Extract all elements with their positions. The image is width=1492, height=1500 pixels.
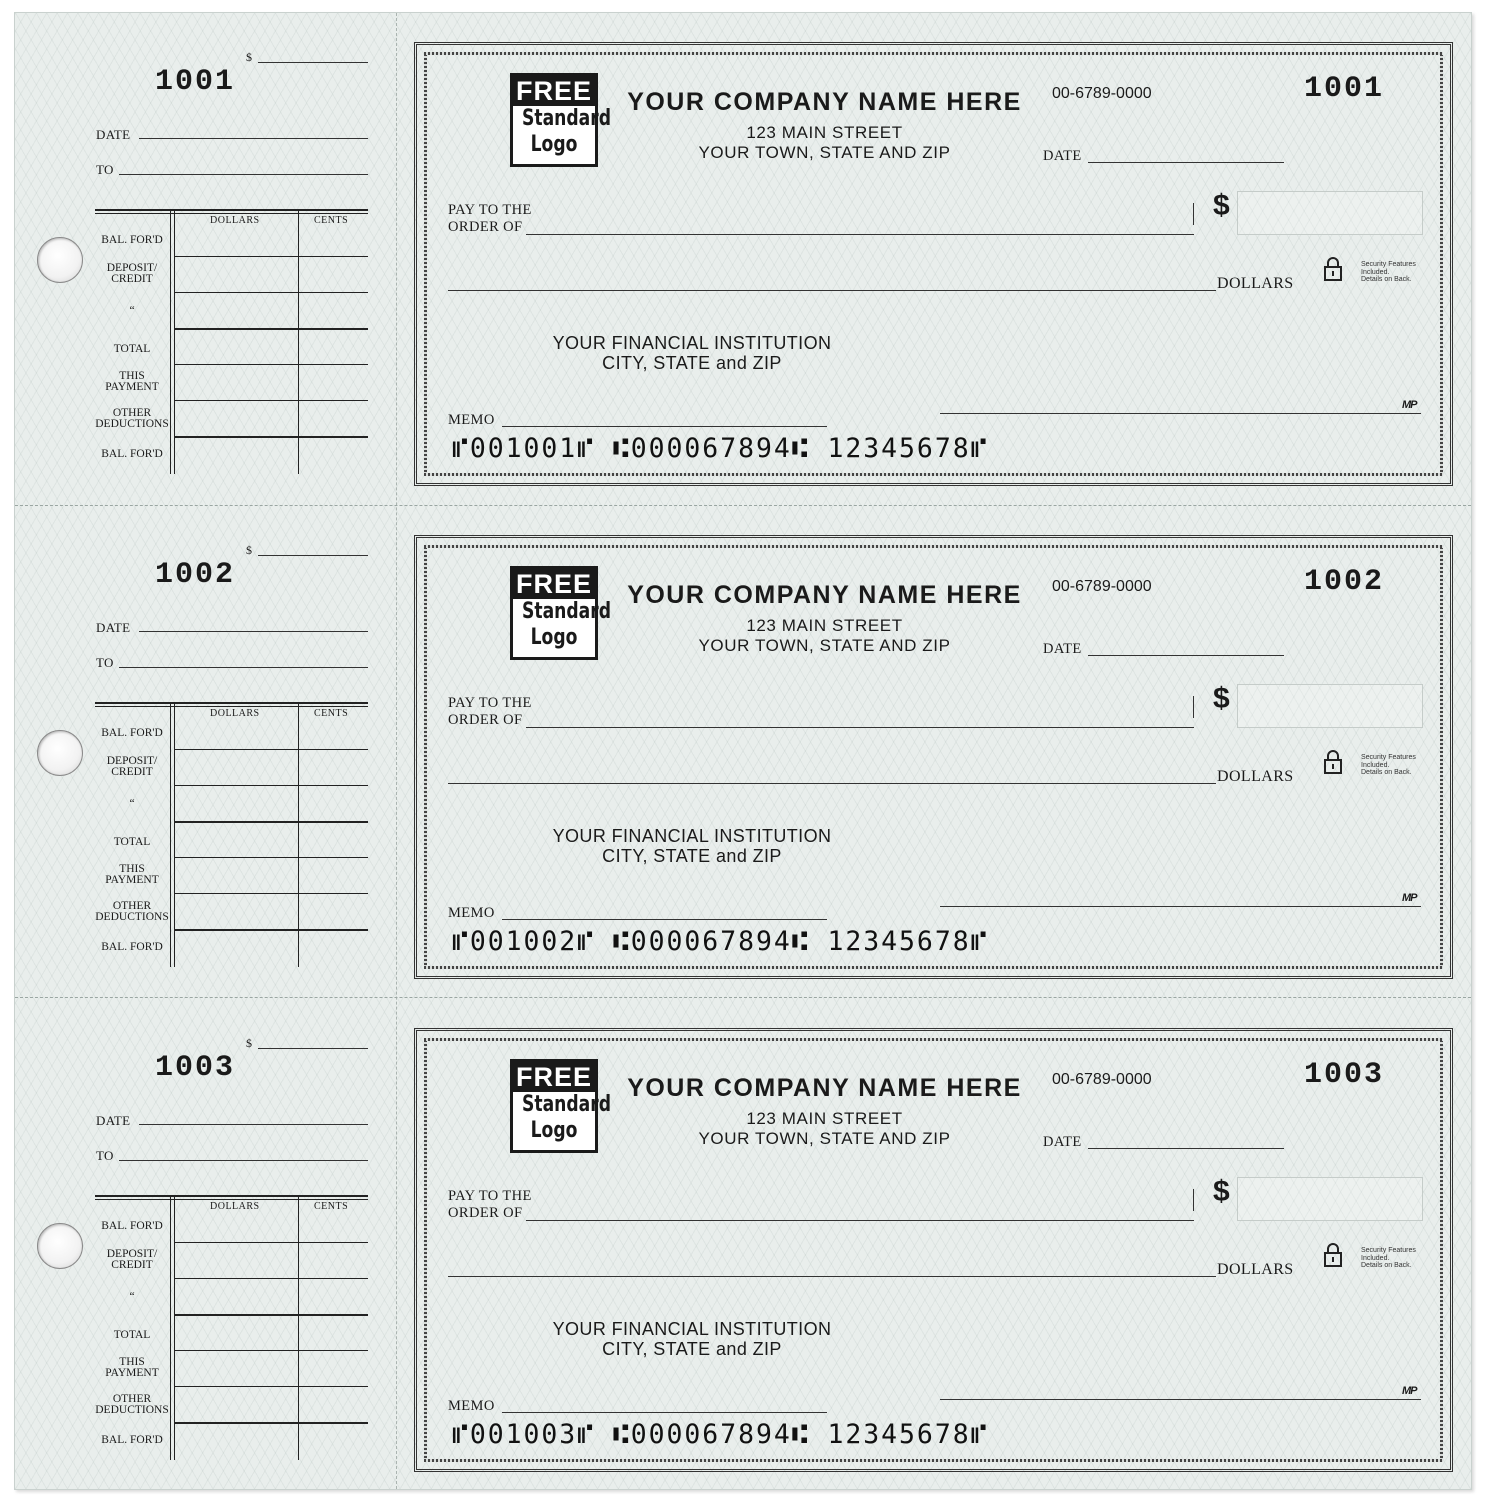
logo-free: FREE — [513, 569, 595, 599]
payee-line-end — [1193, 1189, 1194, 1211]
ledger-cents-header: CENTS — [314, 1201, 349, 1212]
bank-name: YOUR FINANCIAL INSTITUTION — [552, 333, 832, 353]
binder-hole — [37, 730, 83, 776]
bank-name: YOUR FINANCIAL INSTITUTION — [552, 826, 832, 846]
stub-date-label: DATE — [96, 620, 131, 635]
micr-line: ⑈001003⑈ ⑆000067894⑆ 12345678⑈ — [452, 1419, 989, 1450]
mp-security-mark: MP — [1402, 1385, 1417, 1397]
dollars-label: DOLLARS — [1217, 275, 1294, 292]
ledger-row-label: “ — [129, 1291, 135, 1303]
ledger-row-divider — [174, 929, 368, 931]
bank-name: YOUR FINANCIAL INSTITUTION — [552, 1319, 832, 1339]
company-name: YOUR COMPANY NAME HERE — [627, 1074, 1022, 1102]
ledger-row-divider — [174, 1278, 368, 1279]
ledger-row-label: TOTAL — [113, 1329, 151, 1341]
dollar-sign: $ — [1213, 189, 1230, 222]
stub-ledger — [95, 1195, 368, 1460]
check-sheet — [14, 12, 1472, 1490]
company-address-line2: YOUR TOWN, STATE AND ZIP — [698, 143, 951, 162]
memo-label: MEMO — [448, 412, 495, 428]
date-label: DATE — [1043, 148, 1082, 164]
ledger-row-divider — [174, 749, 368, 750]
check-row — [15, 506, 1471, 998]
stub-dollar-sign: $ — [246, 543, 252, 557]
bank-city: CITY, STATE and ZIP — [602, 846, 782, 866]
check — [414, 42, 1453, 486]
pay-to-label-1: PAY TO THE — [448, 202, 532, 218]
amount-box[interactable] — [1237, 191, 1423, 235]
logo-free: FREE — [513, 1062, 595, 1092]
ledger-row-divider — [174, 1386, 368, 1387]
company-name: YOUR COMPANY NAME HERE — [627, 88, 1022, 116]
check-row — [15, 999, 1471, 1491]
pay-to-label-1: PAY TO THE — [448, 695, 532, 711]
written-amount-line[interactable] — [448, 290, 1216, 291]
payee-line-end — [1193, 203, 1194, 225]
stub-to-label: TO — [96, 655, 114, 670]
check-stub — [15, 999, 396, 1491]
check-row — [15, 13, 1471, 505]
written-amount-line[interactable] — [448, 783, 1216, 784]
payee-line[interactable] — [526, 727, 1194, 728]
logo-standard: Standard — [522, 599, 611, 624]
date-label: DATE — [1043, 641, 1082, 657]
ledger-row-label: TOTAL — [113, 836, 151, 848]
routing-fraction: 00-6789-0000 — [1052, 578, 1152, 595]
stub-date-line[interactable] — [139, 1124, 368, 1125]
stub-ledger — [95, 702, 368, 967]
ledger-row-divider — [174, 1350, 368, 1351]
stub-amount-line — [258, 555, 368, 556]
check-number: 1002 — [1304, 565, 1385, 599]
memo-line[interactable] — [502, 1412, 827, 1413]
stub-dollar-sign: $ — [246, 50, 252, 64]
ledger-dollars-header: DOLLARS — [210, 215, 260, 226]
ledger-row-label: “ — [129, 305, 135, 317]
dollars-label: DOLLARS — [1217, 1261, 1294, 1278]
ledger-row-divider — [174, 292, 368, 293]
logo-free: FREE — [513, 76, 595, 106]
lock-icon — [1323, 749, 1343, 775]
dollars-label: DOLLARS — [1217, 768, 1294, 785]
stub-to-label: TO — [96, 1148, 114, 1163]
ledger-cents-header: CENTS — [314, 215, 349, 226]
security-note-line2: Included. — [1361, 1254, 1390, 1262]
company-address-line2: YOUR TOWN, STATE AND ZIP — [698, 636, 951, 655]
pay-to-label-2: ORDER OF — [448, 712, 523, 728]
ledger-row-label: OTHER DEDUCTIONS — [95, 1393, 169, 1416]
payee-line[interactable] — [526, 1220, 1194, 1221]
ledger-dollars-header: DOLLARS — [210, 1201, 260, 1212]
security-note-line2: Included. — [1361, 268, 1390, 276]
check-number: 1001 — [1304, 72, 1385, 106]
logo-logo: Logo — [530, 1118, 578, 1143]
ledger-cents-header: CENTS — [314, 708, 349, 719]
ledger-row-divider — [174, 364, 368, 365]
security-note-line1: Security Features — [1361, 754, 1416, 761]
ledger-row-label: DEPOSIT/ CREDIT — [106, 755, 158, 778]
stub-dollar-sign: $ — [246, 1036, 252, 1050]
logo-standard: Standard — [522, 106, 611, 131]
amount-box[interactable] — [1237, 1177, 1423, 1221]
ledger-row-label: THIS PAYMENT — [105, 1356, 159, 1379]
check — [414, 535, 1453, 979]
security-note-line3: Details on Back. — [1361, 1262, 1412, 1269]
security-note-line3: Details on Back. — [1361, 769, 1412, 776]
memo-line[interactable] — [502, 919, 827, 920]
memo-label: MEMO — [448, 1398, 495, 1414]
written-amount-line[interactable] — [448, 1276, 1216, 1277]
ledger-row-divider — [174, 1242, 368, 1243]
security-features-note — [1361, 1247, 1416, 1270]
check — [414, 1028, 1453, 1472]
pay-to-label-2: ORDER OF — [448, 1205, 523, 1221]
ledger-row-divider — [174, 1314, 368, 1316]
pay-to-label-1: PAY TO THE — [448, 1188, 532, 1204]
company-address-line2: YOUR TOWN, STATE AND ZIP — [698, 1129, 951, 1148]
micr-line: ⑈001002⑈ ⑆000067894⑆ 12345678⑈ — [452, 926, 989, 957]
stub-check-number: 1002 — [155, 558, 236, 592]
company-address-line1: 123 MAIN STREET — [746, 1109, 903, 1128]
stub-to-line[interactable] — [119, 1160, 368, 1161]
ledger-row-label: BAL. FOR'D — [101, 448, 163, 460]
ledger-row-divider — [174, 821, 368, 823]
company-logo — [510, 566, 611, 660]
ledger-row-label: OTHER DEDUCTIONS — [95, 407, 169, 430]
memo-label: MEMO — [448, 905, 495, 921]
routing-fraction: 00-6789-0000 — [1052, 85, 1152, 102]
security-features-note — [1361, 754, 1416, 777]
date-line[interactable] — [1088, 162, 1284, 163]
stub-date-label: DATE — [96, 1113, 131, 1128]
ledger-row-divider — [174, 328, 368, 330]
amount-box[interactable] — [1237, 684, 1423, 728]
lock-icon — [1323, 256, 1343, 282]
ledger-row-label: THIS PAYMENT — [105, 863, 159, 886]
date-label: DATE — [1043, 1134, 1082, 1150]
pay-to-label-2: ORDER OF — [448, 219, 523, 235]
logo-logo: Logo — [530, 625, 578, 650]
bank-city: CITY, STATE and ZIP — [602, 353, 782, 373]
ledger-row-label: “ — [129, 798, 135, 810]
ledger-row-divider — [174, 436, 368, 438]
ledger-row-label: DEPOSIT/ CREDIT — [106, 1248, 158, 1271]
check-number: 1003 — [1304, 1058, 1385, 1092]
ledger-row-divider — [174, 893, 368, 894]
company-logo — [510, 73, 611, 167]
security-note-line1: Security Features — [1361, 261, 1416, 268]
payee-line[interactable] — [526, 234, 1194, 235]
company-name: YOUR COMPANY NAME HERE — [627, 581, 1022, 609]
memo-line[interactable] — [502, 426, 827, 427]
logo-logo: Logo — [530, 132, 578, 157]
ledger-row-label: THIS PAYMENT — [105, 370, 159, 393]
security-features-note — [1361, 261, 1416, 284]
stub-date-line[interactable] — [139, 631, 368, 632]
binder-hole — [37, 237, 83, 283]
signature-line[interactable] — [940, 1399, 1421, 1400]
security-note-line2: Included. — [1361, 761, 1390, 769]
routing-fraction: 00-6789-0000 — [1052, 1071, 1152, 1088]
lock-icon — [1323, 1242, 1343, 1268]
signature-line[interactable] — [940, 413, 1421, 414]
binder-hole — [37, 1223, 83, 1269]
date-line[interactable] — [1088, 655, 1284, 656]
ledger-row-divider — [174, 400, 368, 401]
security-note-line3: Details on Back. — [1361, 276, 1412, 283]
company-logo — [510, 1059, 611, 1153]
ledger-row-divider — [174, 857, 368, 858]
mp-security-mark: MP — [1402, 892, 1417, 904]
stub-check-number: 1001 — [155, 65, 236, 99]
ledger-row-divider — [174, 1422, 368, 1424]
security-note-line1: Security Features — [1361, 1247, 1416, 1254]
ledger-row-label: BAL. FOR'D — [101, 1220, 163, 1232]
signature-line[interactable] — [940, 906, 1421, 907]
ledger-row-label: BAL. FOR'D — [101, 941, 163, 953]
stub-amount-line — [258, 1048, 368, 1049]
stub-amount-line — [258, 62, 368, 63]
ledger-row-label: TOTAL — [113, 343, 151, 355]
bank-city: CITY, STATE and ZIP — [602, 1339, 782, 1359]
ledger-row-label: DEPOSIT/ CREDIT — [106, 262, 158, 285]
stub-date-line[interactable] — [139, 138, 368, 139]
stub-check-number: 1003 — [155, 1051, 236, 1085]
stub-to-line[interactable] — [119, 174, 368, 175]
ledger-row-label: BAL. FOR'D — [101, 1434, 163, 1446]
ledger-row-divider — [174, 256, 368, 257]
check-stub — [15, 506, 396, 998]
check-stub — [15, 13, 396, 505]
stub-ledger — [95, 209, 368, 474]
company-address-line1: 123 MAIN STREET — [746, 616, 903, 635]
stub-to-label: TO — [96, 162, 114, 177]
stub-date-label: DATE — [96, 127, 131, 142]
logo-standard: Standard — [522, 1092, 611, 1117]
payee-line-end — [1193, 696, 1194, 718]
company-address-line1: 123 MAIN STREET — [746, 123, 903, 142]
ledger-row-label: OTHER DEDUCTIONS — [95, 900, 169, 923]
ledger-row-divider — [174, 785, 368, 786]
dollar-sign: $ — [1213, 1175, 1230, 1208]
mp-security-mark: MP — [1402, 399, 1417, 411]
date-line[interactable] — [1088, 1148, 1284, 1149]
ledger-dollars-header: DOLLARS — [210, 708, 260, 719]
ledger-row-label: BAL. FOR'D — [101, 727, 163, 739]
ledger-row-label: BAL. FOR'D — [101, 234, 163, 246]
micr-line: ⑈001001⑈ ⑆000067894⑆ 12345678⑈ — [452, 433, 989, 464]
dollar-sign: $ — [1213, 682, 1230, 715]
stub-to-line[interactable] — [119, 667, 368, 668]
